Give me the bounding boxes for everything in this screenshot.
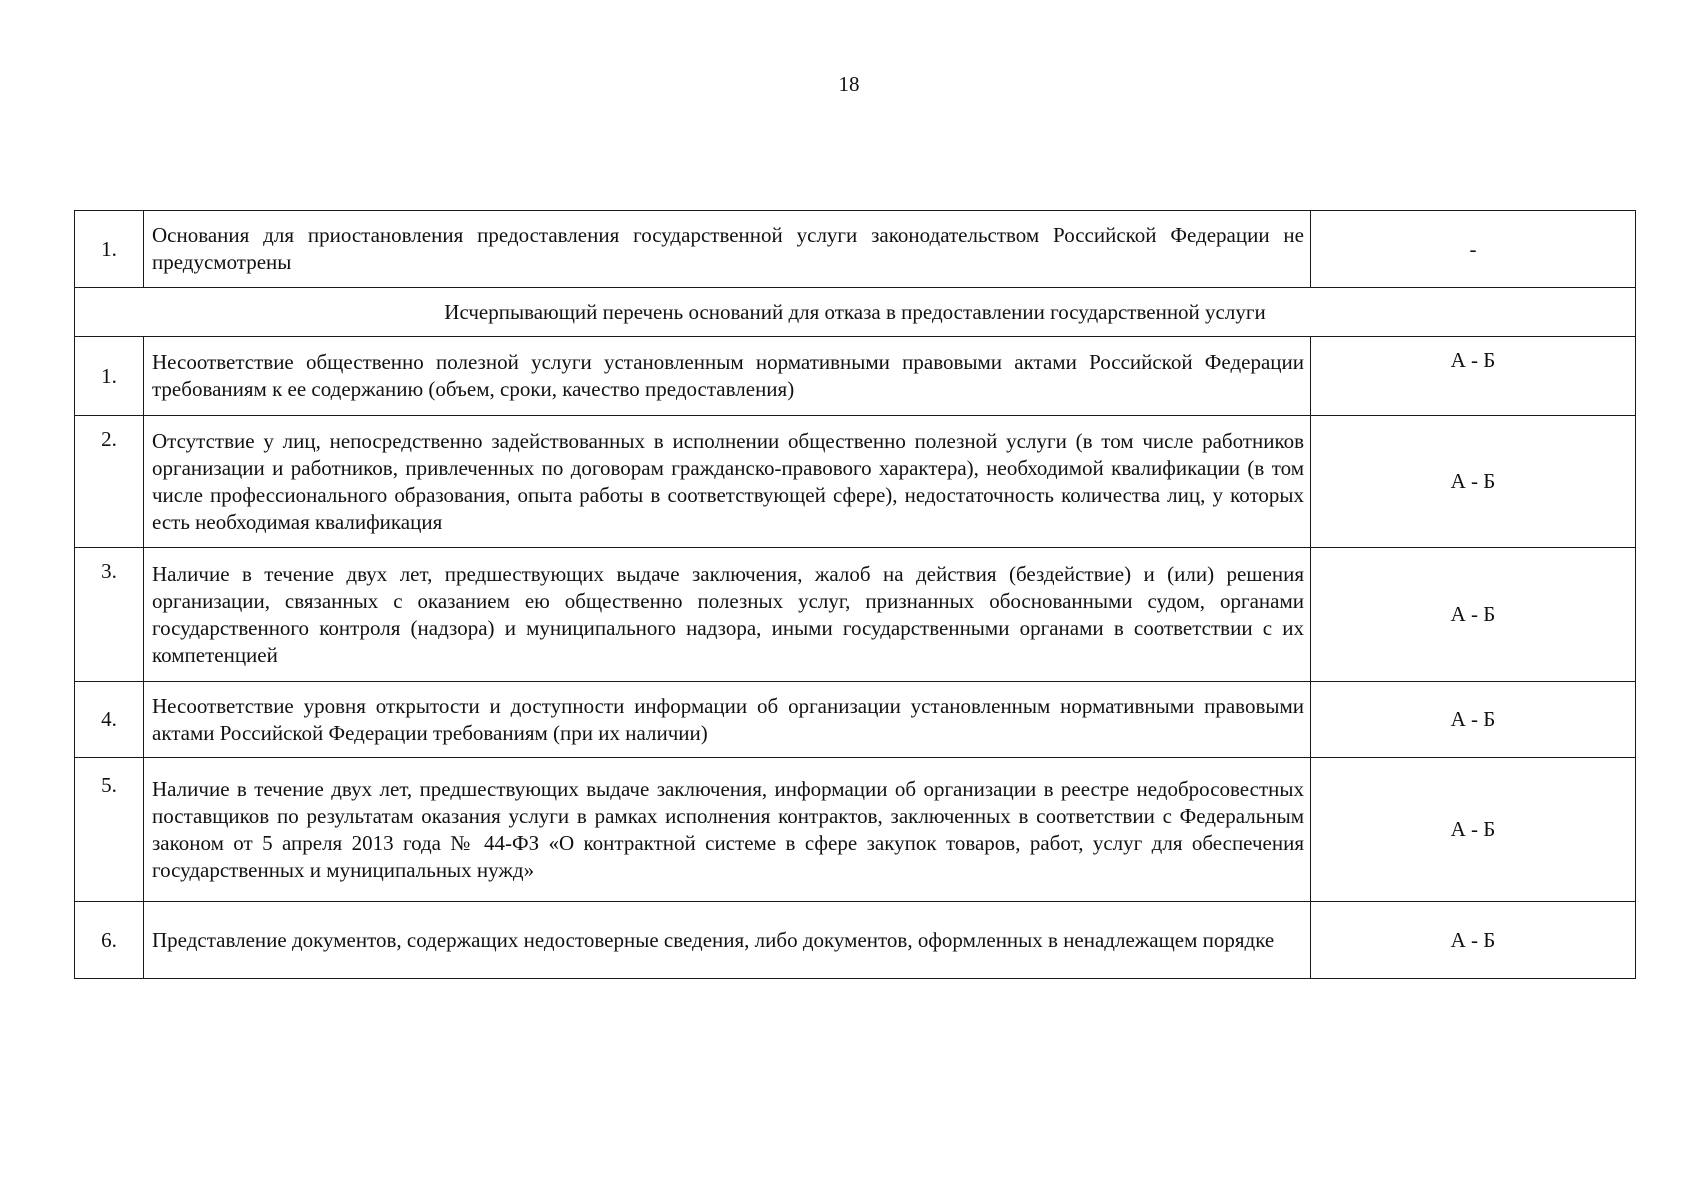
table-row bbox=[75, 902, 1636, 979]
row-code: А - Б bbox=[1311, 548, 1636, 682]
row-code: А - Б bbox=[1311, 902, 1636, 979]
page-number: 18 bbox=[838, 72, 860, 96]
table-row bbox=[75, 548, 1636, 682]
row-text: Отсутствие у лиц, непосредственно задействованных в исполнении общественно полезной услуги (в том числе работников организации и работников, привлеченных по договорам гражданско-правового характера), необходимой квалификации (в том числе профессионального образования, опыта работы в соответствующей сфере), недостаточность количества лиц, у которых есть необходимая квалификация bbox=[144, 416, 1311, 548]
row-code: А - Б bbox=[1311, 682, 1636, 758]
row-text: Несоответствие общественно полезной услуги установленным нормативными правовыми актами Российской Федерации требованиям к ее содержанию (объем, сроки, качество предоставления) bbox=[144, 337, 1311, 416]
row-text: Несоответствие уровня открытости и доступности информации об организации установленным нормативными правовыми актами Российской Федерации требованиям (при их наличии) bbox=[144, 682, 1311, 758]
row-number: 1. bbox=[75, 211, 144, 288]
row-text: Наличие в течение двух лет, предшествующих выдаче заключения, жалоб на действия (бездействие) и (или) решения организации, связанных с оказанием ею общественно полезных услуг, признанных обоснованными судом, органами государственного контроля (надзора) и муниципального надзора, иными государственными органами в соответствии с их компетенцией bbox=[144, 548, 1311, 682]
table-row bbox=[75, 337, 1636, 416]
table-row bbox=[75, 682, 1636, 758]
row-number: 3. bbox=[75, 548, 144, 682]
row-code: А - Б bbox=[1311, 758, 1636, 902]
table-row bbox=[75, 211, 1636, 288]
row-number: 2. bbox=[75, 416, 144, 548]
table-row bbox=[75, 416, 1636, 548]
section-title: Исчерпывающий перечень оснований для отказа в предоставлении государственной услуги bbox=[75, 288, 1636, 337]
section-header-row bbox=[75, 288, 1636, 337]
row-number: 4. bbox=[75, 682, 144, 758]
table-row bbox=[75, 758, 1636, 902]
row-text: Основания для приостановления предоставления государственной услуги законодательством Российской Федерации не предусмотрены bbox=[144, 211, 1311, 288]
row-text: Представление документов, содержащих недостоверные сведения, либо документов, оформленных в ненадлежащем порядке bbox=[144, 902, 1311, 979]
row-code: А - Б bbox=[1311, 416, 1636, 548]
row-number: 6. bbox=[75, 902, 144, 979]
grounds-table bbox=[74, 210, 1636, 979]
row-number: 5. bbox=[75, 758, 144, 902]
row-number: 1. bbox=[75, 337, 144, 416]
row-code: А - Б bbox=[1311, 337, 1636, 416]
row-text: Наличие в течение двух лет, предшествующих выдаче заключения, информации об организации в реестре недобросовестных поставщиков по результатам оказания услуги в рамках исполнения контрактов, заключенных в соответствии с Федеральным законом от 5 апреля 2013 года № 44-ФЗ «О контрактной системе в сфере закупок товаров, работ, услуг для обеспечения государственных и муниципальных нужд» bbox=[144, 758, 1311, 902]
row-code: - bbox=[1311, 211, 1636, 288]
